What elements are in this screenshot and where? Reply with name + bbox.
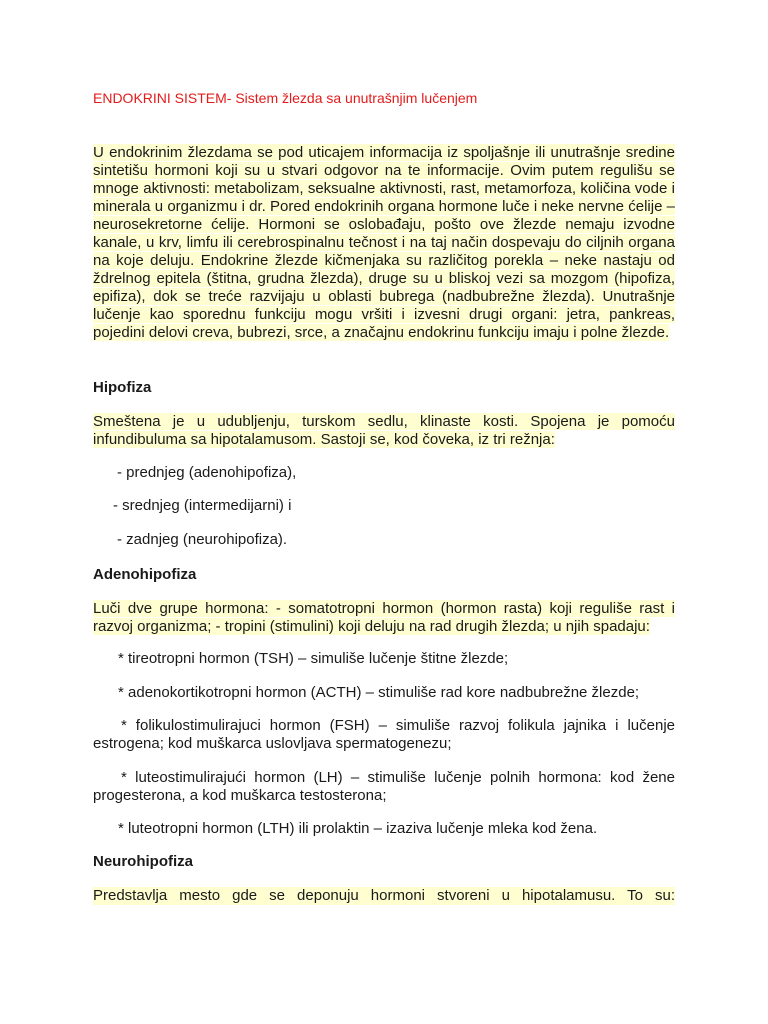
document-title: ENDOKRINI SISTEM- Sistem žlezda sa unutrašnjim lučenjem bbox=[93, 90, 478, 106]
hormone-item: * luteotropni hormon (LTH) ili prolaktin – izaziva lučenje mleka kod žena. bbox=[118, 820, 598, 837]
intro-text: U endokrinim žlezdama se pod uticajem informacija iz spoljašnje ili unutrašnje sredine sintetišu hormoni koji su u stvari odgovor na te informacije. Ovim putem regulišu se mnoge aktivnosti: metabolizam, seksualne aktivnosti, rast, metamorfoza, količina vode i minerala u organizmu i dr. Pored endokrinih organa hormone luče i neke nervne ćelije – neurosekretorne ćelije. Hormoni se oslobađaju, pošto ove žlezde nemaju izvodne kanale, u krv, limfu ili cerebrospinalnu tečnost i na taj način dospevaju do ciljnih organa na koje deluju. Endokrine žlezde kičmenjaka su različitog porekla – neke nastaju od ždrelnog epitela (štitna, grudna žlezda), druge su u bliskoj vezi sa mozgom (hipofiza, epifiza), dok se treće razvijaju u oblasti bubrega (nadbubrežne žlezda). Unutrašnje lučenje kao sporednu funkciju mogu vršiti i izvesni drugi organi: jetra, pankreas, pojedini delovi creva, bubrezi, srce, a značajnu endokrinu funkciju imaju i polne žlezde. bbox=[93, 144, 675, 341]
lobe-item: - prednjeg (adenohipofiza), bbox=[117, 464, 297, 481]
hormone-item: * adenokortikotropni hormon (ACTH) – stimuliše rad kore nadbubrežne žlezde; bbox=[118, 684, 640, 701]
hormone-item: * folikulostimulirajuci hormon (FSH) – simuliše razvoj folikula jajnika i lučenje estrogena; kod muškarca uslovljava spermatogenezu; bbox=[93, 717, 675, 752]
hormone-item: * tireotropni hormon (TSH) – simuliše lučenje štitne žlezde; bbox=[118, 650, 509, 667]
heading-adenohipofiza: Adenohipofiza bbox=[93, 566, 197, 583]
heading-neurohipofiza: Neurohipofiza bbox=[93, 853, 193, 870]
heading-hipofiza: Hipofiza bbox=[93, 379, 152, 396]
hipofiza-text: Smeštena je u udubljenju, turskom sedlu, klinaste kosti. Spojena je pomoću infundibuluma sa hipotalamusom. Sastoji se, kod čoveka, iz tri režnja: bbox=[93, 413, 675, 448]
neurohipofiza-text: Predstavlja mesto gde se deponuju hormoni stvoreni u hipotalamusu. To su: bbox=[93, 887, 675, 904]
neurohipofiza-paragraph bbox=[93, 887, 675, 905]
adenohipofiza-paragraph bbox=[93, 600, 675, 636]
adenohipofiza-text: Luči dve grupe hormona: - somatotropni hormon (hormon rasta) koji reguliše rast i razvoj organizma; - tropini (stimulini) koji deluju na rad drugih žlezda; u njih spadaju: bbox=[93, 600, 675, 635]
document-page bbox=[93, 0, 675, 1024]
lobe-item: - srednjeg (intermedijarni) i bbox=[113, 497, 292, 514]
intro-paragraph bbox=[93, 144, 675, 342]
hormone-item: * luteostimulirajući hormon (LH) – stimuliše lučenje polnih hormona: kod žene progesterona, a kod muškarca testosterona; bbox=[93, 769, 675, 804]
hipofiza-paragraph bbox=[93, 413, 675, 449]
lobe-item: - zadnjeg (neurohipofiza). bbox=[117, 531, 288, 548]
